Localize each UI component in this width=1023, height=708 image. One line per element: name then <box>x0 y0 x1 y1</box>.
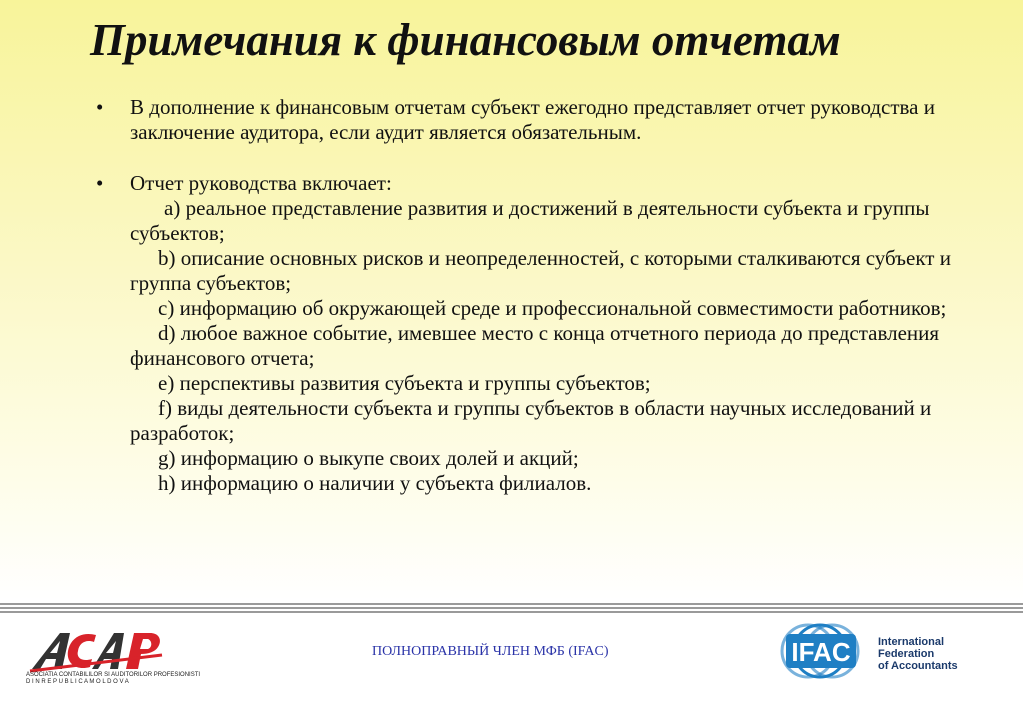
ifac-logo-text: IFAC <box>791 637 851 667</box>
ifac-name-line: International <box>878 636 945 648</box>
list-item-h <box>130 471 966 496</box>
bullet-1 <box>96 95 966 145</box>
bullet-marker: • <box>96 171 104 195</box>
item-text: информацию об окружающей среде и профессиональной совместимости работников; <box>179 296 947 320</box>
item-label: f) <box>158 396 172 420</box>
bullet-intro: Отчет руководства включает: <box>130 171 392 195</box>
slide-content <box>96 95 966 496</box>
item-text: перспективы развития субъекта и группы субъектов; <box>179 371 651 395</box>
list-item-g <box>130 446 966 471</box>
item-label: d) <box>158 321 176 345</box>
acap-sub-line: D I N R E P U B L I C A M O L D O V A <box>26 679 129 685</box>
item-text: виды деятельности субъекта и группы субъектов в области научных исследований и разработок; <box>130 396 932 445</box>
list-item-b <box>130 246 966 296</box>
item-label: e) <box>158 371 175 395</box>
ifac-name-line: of Accountants <box>878 660 958 672</box>
acap-caption <box>26 672 201 686</box>
item-label: b) <box>158 246 176 270</box>
acap-caption-line: ASOCIATIA CONTABILILOR SI AUDITORILOR PROFESIONISTI <box>26 672 201 678</box>
member-text: ПОЛНОПРАВНЫЙ ЧЛЕН МФБ (IFAC) <box>372 644 609 659</box>
bullet-2 <box>96 171 966 496</box>
item-label: g) <box>158 446 176 470</box>
ifac-full-name <box>878 636 958 672</box>
item-label: c) <box>158 296 175 320</box>
list-item-a <box>130 196 966 246</box>
item-text: любое важное событие, имевшее место с конца отчетного периода до представления финансового отчета; <box>130 321 940 370</box>
list-item-d <box>130 321 966 371</box>
list-item-e <box>130 371 966 396</box>
footer-divider <box>0 603 1023 615</box>
item-label: h) <box>158 471 176 495</box>
bullet-text: В дополнение к финансовым отчетам субъект ежегодно представляет отчет руководства и заключение аудитора, если аудит является обязательным. <box>130 95 935 144</box>
slide-title: Примечания к финансовым отчетам <box>90 15 841 65</box>
ifac-name-line: Federation <box>878 648 935 660</box>
list-item-f <box>130 396 966 446</box>
item-text: информацию о наличии у субъекта филиалов. <box>180 471 592 495</box>
item-label: a) <box>164 196 181 220</box>
item-text: информацию о выкупе своих долей и акций; <box>180 446 579 470</box>
list-item-c <box>130 296 966 321</box>
ifac-logo <box>768 620 876 682</box>
item-text: описание основных рисков и неопределенностей, с которыми сталкиваются субъект и группа субъектов; <box>130 246 951 295</box>
bullet-marker: • <box>96 95 104 119</box>
item-text: реальное представление развития и достижений в деятельности субъекта и группы субъектов; <box>130 196 930 245</box>
